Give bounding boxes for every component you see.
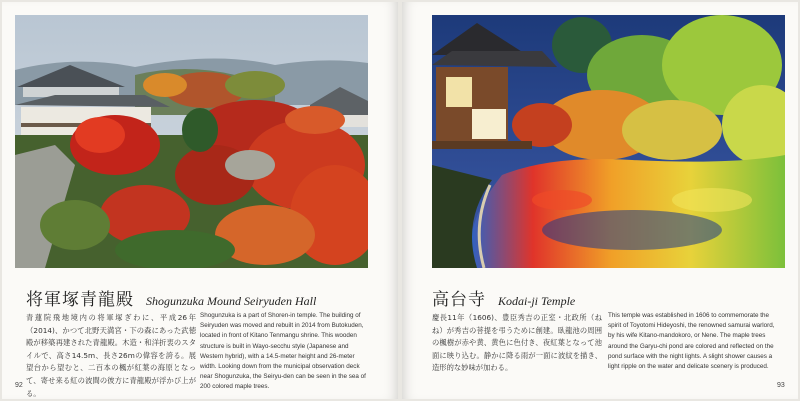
- left-page: [2, 2, 398, 399]
- right-title-jp: 高台寺: [432, 290, 486, 310]
- right-body-jp: 慶長11年（1606)、豊臣秀吉の正室・北政所（ねね）が秀吉の菩提を弔うために創建。臥龍池の周囲の楓樹が赤や黄、黄色に色付き、夜紅葉となって池面に映り込む。静かに降る雨が一面に波紋を描き、造形的な妙味が加わる。: [432, 313, 602, 373]
- left-title-jp: 将軍塚青龍殿: [26, 290, 134, 310]
- left-body-en: Shogunzuka is a part of Shoren-in temple. The building of Seiryuden was moved and rebuilt in 2014 from Butokuden, located in front of Kitano Tenmangu shrine. This wooden structure is built in Wayo-secchu style (Japanese and Western hybrid), with a 14.5-meter height and 26-meter width. Looking down from the municipal observation deck near Shogunzuka, the Seiryu-den can be seen in the sea of 200 colored maple trees.: [200, 312, 366, 391]
- left-title-row: [26, 285, 316, 310]
- right-title-en: Kodai-ji Temple: [498, 294, 576, 308]
- left-page-number: 92: [15, 382, 23, 389]
- left-body-jp: 青蓮院飛地境内の将軍塚ぎわに、平成26年（2014)、かつて北野天満宮・下の森にあった武徳殿が移築再建された青龍殿。木造・和洋折衷のスタイルで、高さ14.5m、長さ26mの偉容を誇る。展望台から望むと、二百本の楓が紅葉の海原となって、寄せ来る紅の波間の彼方に青龍殿が浮かび上がる。: [26, 313, 196, 398]
- left-title-en: Shogunzuka Mound Seiryuden Hall: [146, 294, 317, 308]
- right-body-en: This temple was established in 1606 to commemorate the spirit of Toyotomi Hideyoshi, the renowned samurai warlord, by his wife Kitano-mandokoro, or Nene. The maple trees around the Garyu-chi pond are colored and reflected on the pond surface with the night lights. A slight shower causes a light ripple on the water and delicate scenery is produced.: [608, 312, 775, 371]
- right-page: [402, 2, 798, 399]
- kodaiji-photo: [432, 15, 785, 268]
- right-title-row: [432, 285, 575, 310]
- seiryuden-photo: [15, 15, 368, 268]
- right-page-number: 93: [777, 382, 785, 389]
